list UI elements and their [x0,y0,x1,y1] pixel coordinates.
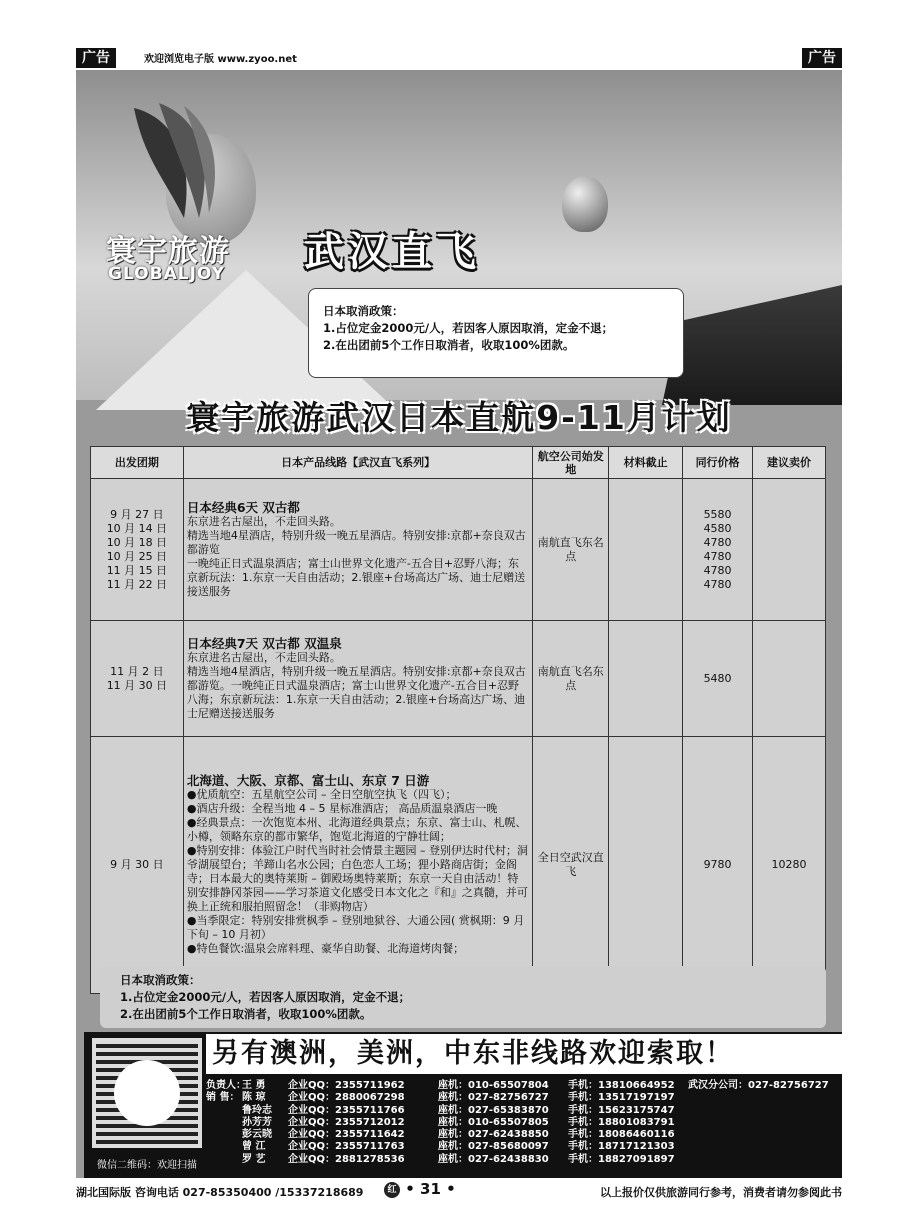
site-url[interactable]: 欢迎浏览电子版 www.zyoo.net [144,54,297,65]
departure-dates: 9 月 30 日 [91,737,184,994]
contact-list [206,1080,842,1166]
policy-title: 日本取消政策： [120,973,201,987]
policy-line-2: 2.在出团前5个工作日取消者，收取100%团款。 [323,338,575,352]
contact-row: 鲁玲志 企业QQ：2355711766 座机：027-65383870 手机：15623175747 [242,1104,675,1116]
route-description: 日本经典6天 双古都 东京进名古屋出，不走回头路。 精选当地4星酒店，特别升级一晚五星酒店。特别安排:京都+奈良双古都游览 一晚纯正日式温泉酒店；富士山世界文化遗产-五合目+忍野八海；东京新玩法：1.东京一天自由活动；2.银座+台场高达广场、迪士尼赠送接送服务 [183,479,532,621]
policy-line-1: 1.占位定金2000元/人，若因客人原因取消，定金不退； [120,990,411,1004]
wechat-qr-code-icon[interactable] [92,1038,202,1148]
airline: 南航直飞名东点 [533,621,609,737]
contact-row: 彭云晓 企业QQ：2355711642 座机：027-62438850 手机：18086460116 [242,1129,675,1141]
contact-row: 销 售： 陈 琼 企业QQ：2880067298 座机：027-82756727 手机：13517197197 [206,1092,675,1104]
contact-row: 曾 江 企业QQ：2355711763 座机：027-85680097 手机：18717121303 [242,1141,675,1153]
header-peer-price: 同行价格 [683,447,753,479]
itinerary-table [90,446,826,994]
airline: 南航直飞东名点 [533,479,609,621]
policy-line-1: 1.占位定金2000元/人，若因客人原因取消，定金不退； [323,321,614,335]
publication-info: 湖北国际版 咨询电话 027-85350400 /15337218689 [76,1186,364,1199]
hot-air-balloon-icon [562,176,608,232]
departure-dates: 9 月 27 日 10 月 14 日 10 月 18 日 10 月 25 日 11 月 15 日 11 月 22 日 [91,479,184,621]
route-name: 日本经典6天 双古都 [186,499,300,515]
ad-tag-left: 广告 [76,48,116,68]
bottom-bar [76,1180,842,1202]
cancellation-policy-bottom [100,966,826,1028]
page-number-text: • 31 • [405,1180,456,1198]
brand-name-cn: 寰宇旅游 [106,234,230,269]
seal-icon: 红 [384,1182,400,1198]
header-cutoff: 材料截止 [609,447,683,479]
top-bar [76,48,842,68]
cancellation-policy-top [308,288,684,378]
table-row [91,479,826,621]
airline: 全日空武汉直飞 [533,737,609,994]
departure-dates: 11 月 2 日 11 月 30 日 [91,621,184,737]
globaljoy-logo-icon [114,98,224,228]
policy-line-2: 2.在出团前5个工作日取消者，收取100%团款。 [120,1007,372,1021]
route-description: 北海道、大阪、京都、富士山、东京 7 日游 ●优质航空：五星航空公司 – 全日空航空执飞（四飞）； ●酒店升级：全程当地 4 – 5 星标准酒店； 高品质温泉酒店一晚 ●经典景点：一次饱览本州、北海道经典景点；东京、富士山、札幌、小樽，领略东京的都市繁华，饱览北海道的宁静壮阔； ●特别安排：体验江户时代当时社会情景主题园 – 登别伊达时代村；洞爷湖展望台；羊蹄山名水公园；白色恋人工场；狸小路商店街；金阁寺；日本最大的奥特莱斯 – 御殿场奥特莱斯；东京一天自由活动！特别安排静冈茶园——学习茶道文化感受日本文化之『和』之真髓，并可换上正统和服拍照留念！（非购物店） ●当季限定：特别安排赏枫季 – 登别地狱谷、大通公园( 赏枫期：9 月下旬 – 10 月初） ●特色餐饮:温泉会席料理、豪华自助餐、北海道烤肉餐； [183,737,532,994]
slogan: 另有澳洲，美洲，中东非线路欢迎索取！ [206,1034,842,1074]
main-title: 寰宇旅游武汉日本直航9-11月计划 [186,398,732,437]
peer-prices: 5480 [683,621,753,737]
contact-footer [84,1032,842,1178]
peer-prices: 9780 [683,737,753,994]
header-airline: 航空公司始发地 [533,447,609,479]
table-row [91,737,826,994]
page-number [384,1180,456,1198]
header-route: 日本产品线路【武汉直飞系列】 [183,447,532,479]
suggested-price [753,479,826,621]
policy-title: 日本取消政策： [323,304,404,318]
table-row [91,621,826,737]
brand-name-en: GLOBALJOY [108,264,226,284]
cutoff [609,621,683,737]
suggested-price [753,621,826,737]
qr-caption: 微信二维码：欢迎扫描 [97,1160,197,1171]
route-name: 日本经典7天 双古都 双温泉 [186,635,342,651]
peer-prices: 5580 4580 4780 4780 4780 4780 [683,479,753,621]
contact-row: 孙芳芳 企业QQ：2355712012 座机：010-65507805 手机：18801083791 [242,1116,675,1128]
hero-title: 武汉直飞 [304,229,480,275]
cutoff [609,479,683,621]
disclaimer: 以上报价仅供旅游同行参考，消费者请勿参阅此书 [600,1186,842,1199]
table-header-row [91,447,826,479]
route-name: 北海道、大阪、京都、富士山、东京 7 日游 [186,773,430,788]
contact-row: 罗 艺 企业QQ：2881278536 座机：027-62438830 手机：18827091897 [242,1153,675,1165]
ad-frame [76,70,842,1178]
contact-row: 负责人： 王 勇 企业QQ：2355711962 座机：010-65507804 手机：13810664952 武汉分公司：027-82756727 [206,1080,829,1091]
suggested-price: 10280 [753,737,826,994]
header-departure: 出发团期 [91,447,184,479]
route-description: 日本经典7天 双古都 双温泉 东京进名古屋出，不走回头路。 精选当地4星酒店，特别升级一晚五星酒店。特别安排:京都+奈良双古都游览。一晚纯正日式温泉酒店；富士山世界文化遗产-五合目+忍野八海；东京新玩法：1.东京一天自由活动；2.银座+台场高达广场、迪士尼赠送接送服务 [183,621,532,737]
ad-tag-right: 广告 [802,48,842,68]
cutoff [609,737,683,994]
header-suggested-price: 建议卖价 [753,447,826,479]
